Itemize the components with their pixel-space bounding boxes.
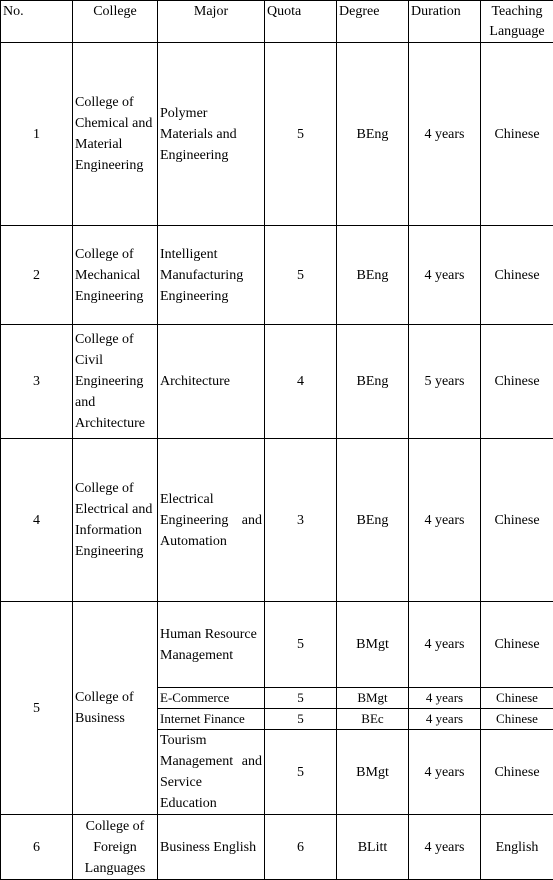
row-degree: BEng bbox=[337, 439, 409, 602]
row-college: College of Chemical and Material Engineering bbox=[73, 43, 158, 226]
header-quota: Quota bbox=[265, 1, 337, 43]
row-college: College of Mechanical Engineering bbox=[73, 226, 158, 325]
row-language: Chinese bbox=[481, 325, 553, 439]
table-row bbox=[1, 439, 553, 602]
row-language: Chinese bbox=[481, 709, 553, 730]
header-language-line2: Language bbox=[489, 24, 544, 39]
row-language: Chinese bbox=[481, 43, 553, 226]
table-row bbox=[1, 325, 553, 439]
row-major: Human Resource Management bbox=[158, 602, 265, 688]
row-duration: 4 years bbox=[409, 730, 481, 815]
row-no: 1 bbox=[1, 43, 73, 226]
row-major: Business English bbox=[158, 815, 265, 880]
row-language: Chinese bbox=[481, 688, 553, 709]
row-duration: 4 years bbox=[409, 815, 481, 880]
row-major: Polymer Materials and Engineering bbox=[158, 43, 265, 226]
row-major: Architecture bbox=[158, 325, 265, 439]
row-duration: 4 years bbox=[409, 688, 481, 709]
row-language: English bbox=[481, 815, 553, 880]
row-no: 2 bbox=[1, 226, 73, 325]
table-row bbox=[1, 43, 553, 226]
header-degree: Degree bbox=[337, 1, 409, 43]
header-college: College bbox=[73, 1, 158, 43]
row-quota: 5 bbox=[265, 43, 337, 226]
row-no: 5 bbox=[1, 602, 73, 815]
header-teaching-language bbox=[481, 1, 553, 43]
row-degree: BEng bbox=[337, 226, 409, 325]
row-duration: 4 years bbox=[409, 439, 481, 602]
row-quota: 5 bbox=[265, 688, 337, 709]
row-college: College of Electrical and Information Engineering bbox=[73, 439, 158, 602]
row-quota: 5 bbox=[265, 602, 337, 688]
row-degree: BMgt bbox=[337, 730, 409, 815]
row-language: Chinese bbox=[481, 730, 553, 815]
row-duration: 4 years bbox=[409, 709, 481, 730]
row-degree: BLitt bbox=[337, 815, 409, 880]
table-row bbox=[1, 226, 553, 325]
row-no: 6 bbox=[1, 815, 73, 880]
row-major: Electrical Engineering and Automation bbox=[158, 439, 265, 602]
row-quota: 3 bbox=[265, 439, 337, 602]
row-degree: BEc bbox=[337, 709, 409, 730]
row-degree: BMgt bbox=[337, 688, 409, 709]
row-degree: BEng bbox=[337, 325, 409, 439]
table-row bbox=[1, 602, 553, 688]
row-quota: 4 bbox=[265, 325, 337, 439]
header-no: No. bbox=[1, 1, 73, 43]
row-duration: 4 years bbox=[409, 602, 481, 688]
row-quota: 5 bbox=[265, 709, 337, 730]
row-quota: 5 bbox=[265, 226, 337, 325]
row-major: Internet Finance bbox=[158, 709, 265, 730]
row-college: College of Foreign Languages bbox=[73, 815, 158, 880]
row-no: 3 bbox=[1, 325, 73, 439]
row-major: Intelligent Manufacturing Engineering bbox=[158, 226, 265, 325]
row-college: College of Civil Engineering and Architecture bbox=[73, 325, 158, 439]
row-language: Chinese bbox=[481, 226, 553, 325]
row-major: Tourism Management and Service Education bbox=[158, 730, 265, 815]
row-major: E-Commerce bbox=[158, 688, 265, 709]
row-college: College of Business bbox=[73, 602, 158, 815]
table-row bbox=[1, 815, 553, 880]
header-language-line1: Teaching bbox=[491, 4, 542, 19]
row-quota: 6 bbox=[265, 815, 337, 880]
row-duration: 4 years bbox=[409, 43, 481, 226]
row-duration: 4 years bbox=[409, 226, 481, 325]
row-degree: BMgt bbox=[337, 602, 409, 688]
row-duration: 5 years bbox=[409, 325, 481, 439]
header-row bbox=[1, 1, 553, 43]
row-no: 4 bbox=[1, 439, 73, 602]
row-language: Chinese bbox=[481, 602, 553, 688]
row-quota: 5 bbox=[265, 730, 337, 815]
header-duration: Duration bbox=[409, 1, 481, 43]
row-degree: BEng bbox=[337, 43, 409, 226]
header-major: Major bbox=[158, 1, 265, 43]
row-language: Chinese bbox=[481, 439, 553, 602]
